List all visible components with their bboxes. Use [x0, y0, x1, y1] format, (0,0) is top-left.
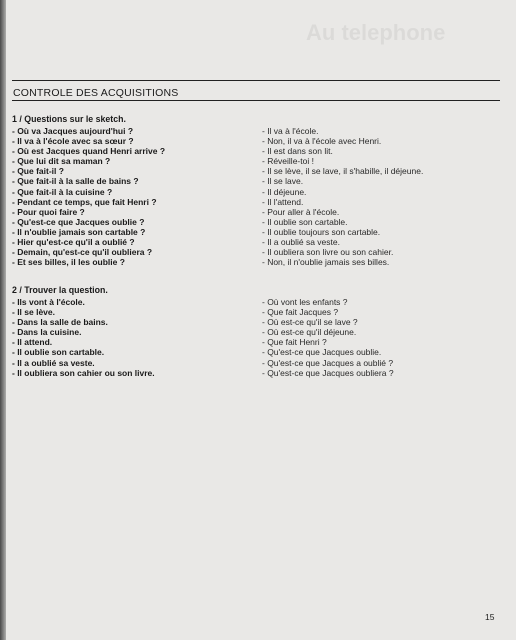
answer-line: - Qu'est-ce que Jacques oubliera ? [262, 367, 394, 378]
section-1-questions [12, 126, 165, 267]
page-sheet [6, 0, 516, 640]
statement-line: - Dans la salle de bains. [12, 317, 108, 328]
statement-line: - Il oubliera son cahier ou son livre. [12, 367, 155, 378]
question-line: - Hier qu'est-ce qu'il a oublié ? [12, 237, 135, 248]
statement-line: - Dans la cuisine. [12, 327, 82, 338]
question-line: - Que fait-il à la salle de bains ? [12, 176, 139, 187]
statement-line: - Il oublie son cartable. [12, 347, 105, 358]
question-line: - Pendant ce temps, que fait Henri ? [12, 196, 157, 207]
section-2-answers [262, 297, 394, 378]
question-line: - Que fait-il à la cuisine ? [12, 186, 113, 197]
question-line: - Et ses billes, il les oublie ? [12, 257, 125, 268]
title-rule-bottom [12, 100, 500, 101]
answer-line: - Il est dans son lit. [262, 146, 333, 157]
title-rule-top [12, 80, 500, 81]
bleed-through-text: Au telephone [306, 20, 446, 45]
question-line: - Qu'est-ce que Jacques oublie ? [12, 216, 145, 227]
answer-line: - Où est-ce qu'il se lave ? [262, 317, 358, 328]
answer-line: - Qu'est-ce que Jacques oublie. [262, 347, 382, 358]
section-1-answers [262, 126, 423, 267]
question-line: - Que lui dit sa maman ? [12, 156, 111, 167]
answer-line: - Il se lève, il se lave, il s'habille, il déjeune. [262, 166, 424, 177]
statement-line: - Il a oublié sa veste. [12, 357, 95, 368]
answer-line: - Qu'est-ce que Jacques a oublié ? [262, 357, 394, 368]
answer-line: - Il l'attend. [262, 196, 304, 207]
statement-line: - Il attend. [12, 337, 53, 348]
section-1-heading: 1 / Questions sur le sketch. [12, 114, 126, 124]
section-2-heading: 2 / Trouver la question. [12, 285, 108, 295]
answer-line: - Non, il va à l'école avec Henri. [262, 136, 382, 147]
question-line: - Que fait-il ? [12, 166, 64, 177]
question-line: - Il va à l'école avec sa sœur ? [12, 136, 134, 147]
statement-line: - Ils vont à l'école. [12, 297, 85, 307]
answer-line: - Il a oublié sa veste. [262, 237, 340, 248]
question-line: - Il n'oublie jamais son cartable ? [12, 226, 146, 237]
answer-line: - Il se lave. [262, 176, 304, 187]
answer-line: - Il oubliera son livre ou son cahier. [262, 247, 394, 258]
answer-line: - Où vont les enfants ? [262, 297, 348, 307]
answer-line: - Pour aller à l'école. [262, 206, 340, 217]
page-title: CONTROLE DES ACQUISITIONS [13, 87, 179, 99]
question-line: - Où est Jacques quand Henri arrive ? [12, 146, 166, 157]
question-line: - Pour quoi faire ? [12, 206, 85, 217]
section-2-statements [12, 297, 155, 378]
answer-line: - Où est-ce qu'il déjeune. [262, 327, 357, 338]
answer-line: - Non, il n'oublie jamais ses billes. [262, 257, 390, 268]
statement-line: - Il se lève. [12, 307, 55, 318]
answer-line: - Que fait Jacques ? [262, 307, 339, 318]
question-line: - Demain, qu'est-ce qu'il oubliera ? [12, 247, 153, 258]
answer-line: - Que fait Henri ? [262, 337, 327, 348]
answer-line: - Il oublie toujours son cartable. [262, 226, 381, 237]
answer-line: - Réveille-toi ! [262, 156, 314, 167]
answer-line: - Il déjeune. [262, 186, 307, 197]
page-number: 15 [485, 612, 495, 622]
answer-line: - Il va à l'école. [262, 126, 319, 136]
answer-line: - Il oublie son cartable. [262, 216, 348, 227]
question-line: - Où va Jacques aujourd'hui ? [12, 126, 134, 136]
